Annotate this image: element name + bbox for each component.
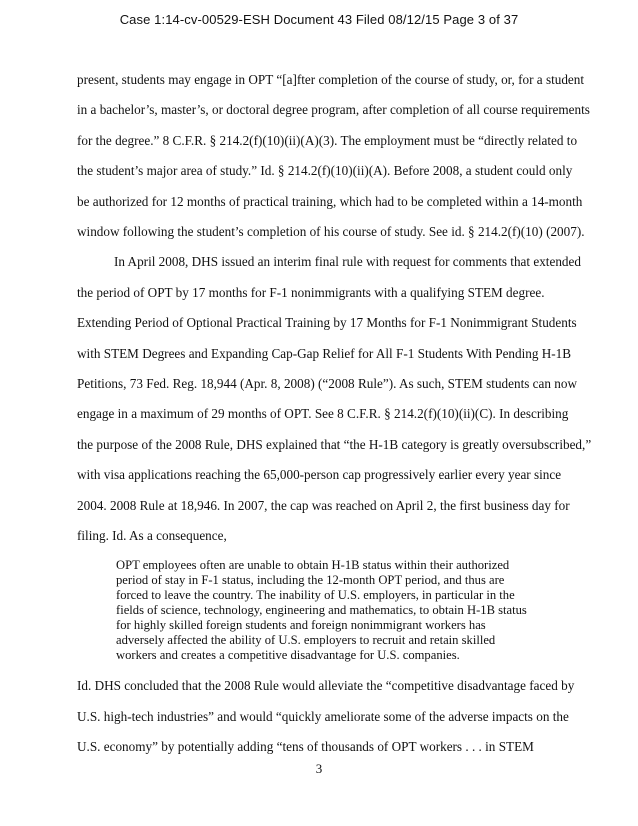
block-quote-line: adversely affected the ability of U.S. employers to recruit and retain skilled: [116, 633, 496, 647]
body-line: in a bachelor’s, master’s, or doctoral degree program, after completion of all course requirements: [77, 102, 590, 117]
body-line: Id. DHS concluded that the 2008 Rule would alleviate the “competitive disadvantage faced by: [77, 678, 575, 693]
block-quote-line: period of stay in F-1 status, including the 12-month OPT period, and thus are: [116, 573, 505, 587]
body-line: the purpose of the 2008 Rule, DHS explained that “the H-1B category is greatly oversubscribed,”: [77, 437, 592, 452]
block-quote-line: forced to leave the country. The inability of U.S. employers, in particular in the: [116, 588, 515, 602]
block-quote-line: OPT employees often are unable to obtain H-1B status within their authorized: [116, 558, 510, 572]
page-number: 3: [315, 761, 323, 776]
body-line: for the degree.” 8 C.F.R. § 214.2(f)(10)(ii)(A)(3). The employment must be “directly related to: [77, 133, 578, 148]
body-line: be authorized for 12 months of practical training, which had to be completed within a 14-month: [77, 194, 583, 209]
body-line: filing. Id. As a consequence,: [77, 528, 227, 543]
body-line: 2004. 2008 Rule at 18,946. In 2007, the cap was reached on April 2, the first business day for: [77, 498, 570, 513]
body-line: the period of OPT by 17 months for F-1 nonimmigrants with a qualifying STEM degree.: [77, 285, 545, 300]
body-line: with visa applications reaching the 65,000-person cap progressively earlier every year since: [77, 467, 562, 482]
body-line: Extending Period of Optional Practical Training by 17 Months for F-1 Nonimmigrant Students: [77, 315, 577, 330]
body-line: with STEM Degrees and Expanding Cap-Gap Relief for All F-1 Students With Pending H-1B: [77, 346, 572, 361]
body-line: present, students may engage in OPT “[a]fter completion of the course of study, or, for a student: [77, 72, 585, 87]
paragraph-first-line: In April 2008, DHS issued an interim final rule with request for comments that extended: [114, 254, 581, 269]
block-quote-line: workers and creates a competitive disadvantage for U.S. companies.: [116, 648, 460, 662]
body-line: the student’s major area of study.” Id. § 214.2(f)(10)(ii)(A). Before 2008, a student could only: [77, 163, 573, 178]
block-quote-line: for highly skilled foreign students and foreign nonimmigrant workers has: [116, 618, 486, 632]
body-line: window following the student’s completion of his course of study. See id. § 214.2(f)(10) (2007).: [77, 224, 585, 239]
body-line: engage in a maximum of 29 months of OPT. See 8 C.F.R. § 214.2(f)(10)(ii)(C). In describing: [77, 406, 569, 421]
body-line: U.S. economy” by potentially adding “tens of thousands of OPT workers . . . in STEM: [77, 739, 534, 754]
body-line: U.S. high-tech industries” and would “quickly ameliorate some of the adverse impacts on the: [77, 709, 569, 724]
case-header: Case 1:14-cv-00529-ESH Document 43 Filed 08/12/15 Page 3 of 37: [119, 12, 519, 27]
block-quote-line: fields of science, technology, engineering and mathematics, to obtain H-1B status: [116, 603, 527, 617]
body-line: Petitions, 73 Fed. Reg. 18,944 (Apr. 8, 2008) (“2008 Rule”). As such, STEM students can now: [77, 376, 577, 391]
